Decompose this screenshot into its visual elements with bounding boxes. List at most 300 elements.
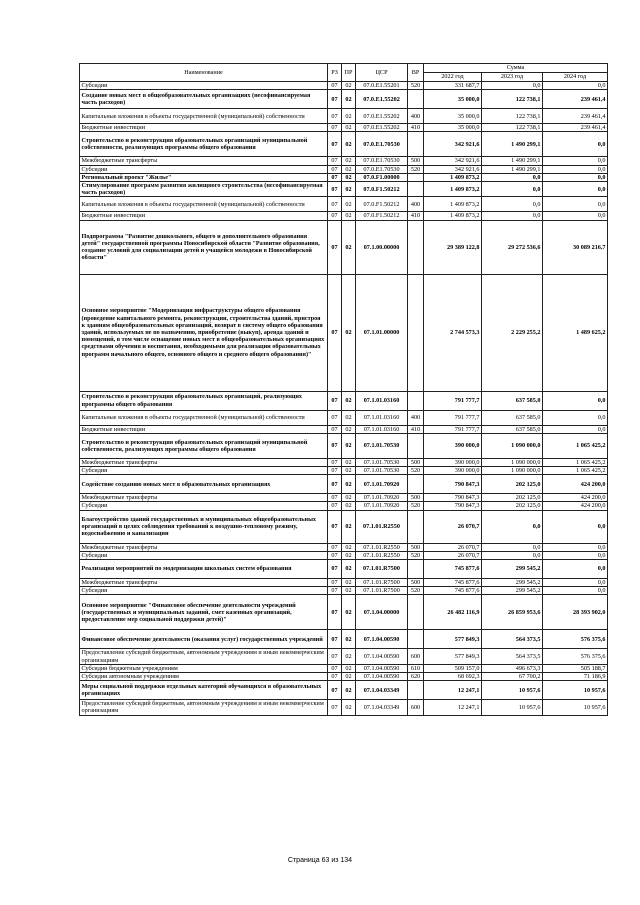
- cell-rz: 07: [328, 182, 342, 197]
- cell-csr: 07.1.00.00000: [356, 220, 408, 274]
- cell-2023: 1 490 299,1: [482, 157, 543, 165]
- cell-2023: 26 859 953,6: [482, 595, 543, 630]
- cell-2024: 10 957,6: [543, 681, 608, 700]
- table-row: [80, 274, 608, 391]
- cell-rz: 07: [328, 630, 342, 649]
- header-year-2022: 2022 год: [424, 73, 482, 82]
- cell-vr: 520: [408, 551, 424, 559]
- cell-csr: 07.1.01.70920: [356, 494, 408, 502]
- page-number: Страница 63 из 134: [287, 857, 353, 864]
- cell-name: Строительство и реконструкция образовательных организаций, реализующих программы общего образования: [80, 391, 328, 410]
- cell-name: Межбюджетные трансферты: [80, 157, 328, 165]
- cell-vr: 500: [408, 494, 424, 502]
- cell-csr: 07.1.01.03160: [356, 425, 408, 433]
- table-row: [80, 510, 608, 543]
- cell-name: Бюджетные инвестиции: [80, 425, 328, 433]
- cell-name: Основное мероприятие "Финансовое обеспечение деятельности учреждений (государственных и муниципальных заданий, смет казенных организаций, предоставление мер социальной поддержки детей)": [80, 595, 328, 630]
- cell-2022: 2 744 573,3: [424, 274, 482, 391]
- cell-name: Субсидии: [80, 82, 328, 90]
- cell-vr: 610: [408, 664, 424, 672]
- cell-rz: 07: [328, 543, 342, 551]
- cell-vr: 400: [408, 410, 424, 425]
- cell-csr: 07.1.01.70530: [356, 467, 408, 475]
- cell-pr: 02: [342, 681, 356, 700]
- cell-2023: 29 272 536,6: [482, 220, 543, 274]
- cell-csr: 07.1.01.R7500: [356, 587, 408, 595]
- cell-2023: 202 125,0: [482, 502, 543, 510]
- cell-2023: 10 957,6: [482, 681, 543, 700]
- cell-rz: 07: [328, 109, 342, 124]
- cell-rz: 07: [328, 502, 342, 510]
- cell-csr: 07.1.01.70530: [356, 458, 408, 466]
- cell-name: Предоставление субсидий бюджетным, автономным учреждениям и иным некоммерческим организациям: [80, 649, 328, 664]
- cell-pr: 02: [342, 700, 356, 715]
- cell-2023: 0,0: [482, 182, 543, 197]
- cell-name: Основное мероприятие "Модернизация инфраструктуры общего образования (проведение капитального ремонта, реконструкции, строительства зданий, пристроя к зданиям общеобразовательных организаций, возврат в систему общего образования зданий, используемых не по назначению, приобретение (выкуп), аренда зданий и помещений, в том числе оснащение новых мест в общеобразовательных организациях средствами обучения и воспитания, необходимыми для реализации образовательных программ начального общего, основного общего и среднего общего образования)": [80, 274, 328, 391]
- cell-vr: 410: [408, 425, 424, 433]
- table-row: [80, 90, 608, 109]
- cell-2024: 0,0: [543, 587, 608, 595]
- cell-2022: 1 409 873,2: [424, 212, 482, 220]
- cell-2024: 424 200,0: [543, 475, 608, 494]
- cell-2024: 28 393 902,0: [543, 595, 608, 630]
- cell-vr: [408, 173, 424, 181]
- cell-2023: 122 738,1: [482, 124, 543, 132]
- cell-csr: 07.1.01.R2550: [356, 543, 408, 551]
- cell-pr: 02: [342, 109, 356, 124]
- cell-2022: 342 921,6: [424, 157, 482, 165]
- cell-2024: 424 200,0: [543, 494, 608, 502]
- cell-pr: 02: [342, 560, 356, 579]
- cell-pr: 02: [342, 90, 356, 109]
- cell-rz: 07: [328, 157, 342, 165]
- cell-name: Бюджетные инвестиции: [80, 212, 328, 220]
- cell-2024: 239 461,4: [543, 124, 608, 132]
- header-sum: Сумма: [424, 64, 608, 73]
- cell-name: Подпрограмма "Развитие дошкольного, общего и дополнительного образования детей" государственной программы Новосибирской области "Развитие образования, создание условий для социализации детей и учащейся молодежи в Новосибирской области": [80, 220, 328, 274]
- cell-rz: 07: [328, 475, 342, 494]
- cell-2022: 26 070,7: [424, 510, 482, 543]
- cell-rz: 07: [328, 587, 342, 595]
- cell-2022: 1 409 873,2: [424, 197, 482, 212]
- cell-vr: [408, 560, 424, 579]
- cell-2024: 576 375,6: [543, 630, 608, 649]
- cell-2024: 0,0: [543, 510, 608, 543]
- cell-2023: 299 545,2: [482, 579, 543, 587]
- cell-2022: 35 000,0: [424, 124, 482, 132]
- cell-rz: 07: [328, 132, 342, 157]
- cell-2022: 791 777,7: [424, 391, 482, 410]
- cell-pr: 02: [342, 510, 356, 543]
- cell-2022: 390 000,0: [424, 458, 482, 466]
- table-row: [80, 673, 608, 681]
- cell-csr: 07.1.01.R7500: [356, 579, 408, 587]
- cell-csr: 07.1.01.70920: [356, 475, 408, 494]
- table-row: [80, 700, 608, 715]
- table-row: [80, 165, 608, 173]
- cell-csr: 07.1.01.00000: [356, 274, 408, 391]
- cell-vr: 600: [408, 649, 424, 664]
- cell-pr: 02: [342, 425, 356, 433]
- cell-csr: 07.0.F1.50212: [356, 197, 408, 212]
- cell-2024: 0,0: [543, 165, 608, 173]
- cell-2024: 0,0: [543, 212, 608, 220]
- cell-vr: 520: [408, 587, 424, 595]
- cell-csr: 07.0.F1.50212: [356, 182, 408, 197]
- cell-pr: 02: [342, 467, 356, 475]
- cell-2024: 0,0: [543, 173, 608, 181]
- cell-csr: 07.1.01.03160: [356, 391, 408, 410]
- cell-2023: 564 373,5: [482, 649, 543, 664]
- table-row: [80, 579, 608, 587]
- table-row: [80, 681, 608, 700]
- table-row: [80, 212, 608, 220]
- table-row: [80, 649, 608, 664]
- cell-vr: [408, 220, 424, 274]
- cell-vr: 620: [408, 673, 424, 681]
- header-year-2024: 2024 год: [543, 73, 608, 82]
- cell-csr: 07.1.01.03160: [356, 410, 408, 425]
- cell-name: Стимулирование программ развития жилищного строительства (несофинансируемая часть расходов): [80, 182, 328, 197]
- cell-rz: 07: [328, 579, 342, 587]
- cell-pr: 02: [342, 433, 356, 458]
- cell-csr: 07.0.F1.00000: [356, 173, 408, 181]
- cell-rz: 07: [328, 82, 342, 90]
- cell-vr: [408, 681, 424, 700]
- cell-csr: 07.1.04.00000: [356, 595, 408, 630]
- cell-2024: 576 375,6: [543, 649, 608, 664]
- cell-vr: 500: [408, 579, 424, 587]
- cell-2023: 1 090 000,0: [482, 458, 543, 466]
- cell-csr: 07.1.04.03349: [356, 700, 408, 715]
- cell-2024: 0,0: [543, 132, 608, 157]
- cell-name: Реализация мероприятий по модернизации школьных систем образования: [80, 560, 328, 579]
- cell-vr: [408, 391, 424, 410]
- cell-2022: 577 849,3: [424, 630, 482, 649]
- cell-vr: [408, 475, 424, 494]
- cell-vr: [408, 630, 424, 649]
- cell-rz: 07: [328, 560, 342, 579]
- header-name: Наименование: [80, 64, 328, 82]
- cell-name: Межбюджетные трансферты: [80, 458, 328, 466]
- cell-csr: 07.0.E1.70530: [356, 132, 408, 157]
- cell-2023: 67 700,2: [482, 673, 543, 681]
- cell-rz: 07: [328, 458, 342, 466]
- cell-name: Финансовое обеспечение деятельности (оказания услуг) государственных учреждений: [80, 630, 328, 649]
- cell-name: Строительство и реконструкция образовательных организаций муниципальной собственности, реализующих программы общего образования: [80, 433, 328, 458]
- cell-2022: 342 921,6: [424, 165, 482, 173]
- table-row: [80, 664, 608, 672]
- cell-2022: 790 847,3: [424, 475, 482, 494]
- cell-2022: 35 000,0: [424, 90, 482, 109]
- cell-2022: 26 482 116,9: [424, 595, 482, 630]
- cell-2024: 1 065 425,2: [543, 433, 608, 458]
- cell-2023: 0,0: [482, 551, 543, 559]
- cell-vr: 600: [408, 700, 424, 715]
- cell-csr: 07.1.01.R7500: [356, 560, 408, 579]
- cell-name: Субсидии: [80, 502, 328, 510]
- cell-pr: 02: [342, 182, 356, 197]
- cell-2024: 1 489 625,2: [543, 274, 608, 391]
- cell-name: Субсидии бюджетным учреждениям: [80, 664, 328, 672]
- cell-2023: 496 673,3: [482, 664, 543, 672]
- cell-rz: 07: [328, 391, 342, 410]
- header-vr: ВР: [408, 64, 424, 82]
- table-row: [80, 494, 608, 502]
- table-row: [80, 502, 608, 510]
- cell-2023: 564 373,5: [482, 630, 543, 649]
- cell-name: Межбюджетные трансферты: [80, 494, 328, 502]
- table-row: [80, 157, 608, 165]
- cell-rz: 07: [328, 410, 342, 425]
- cell-2024: 10 957,6: [543, 700, 608, 715]
- table-row: [80, 467, 608, 475]
- cell-pr: 02: [342, 391, 356, 410]
- cell-csr: 07.0.E1.70530: [356, 157, 408, 165]
- table-row: [80, 560, 608, 579]
- cell-csr: 07.0.F1.50212: [356, 212, 408, 220]
- table-row: [80, 124, 608, 132]
- cell-2023: 1 090 000,0: [482, 467, 543, 475]
- cell-2022: 390 000,0: [424, 467, 482, 475]
- cell-2022: 12 247,1: [424, 700, 482, 715]
- cell-pr: 02: [342, 458, 356, 466]
- table-row: [80, 551, 608, 559]
- cell-csr: 07.1.01.R2550: [356, 510, 408, 543]
- cell-name: Субсидии: [80, 587, 328, 595]
- cell-pr: 02: [342, 220, 356, 274]
- cell-2023: 0,0: [482, 82, 543, 90]
- table-row: [80, 458, 608, 466]
- cell-2022: 390 000,0: [424, 433, 482, 458]
- cell-csr: 07.0.E1.55202: [356, 90, 408, 109]
- cell-2024: 239 461,4: [543, 90, 608, 109]
- cell-csr: 07.0.E1.70530: [356, 165, 408, 173]
- cell-2023: 0,0: [482, 543, 543, 551]
- table-row: [80, 595, 608, 630]
- cell-2023: 0,0: [482, 173, 543, 181]
- cell-csr: 07.0.E1.55202: [356, 109, 408, 124]
- cell-vr: 500: [408, 458, 424, 466]
- cell-pr: 02: [342, 543, 356, 551]
- cell-2024: 1 065 425,2: [543, 458, 608, 466]
- cell-name: Капитальные вложения в объекты государственной (муниципальной) собственности: [80, 109, 328, 124]
- cell-2022: 35 000,0: [424, 109, 482, 124]
- cell-vr: 520: [408, 82, 424, 90]
- cell-2023: 637 585,0: [482, 425, 543, 433]
- header-csr: ЦСР: [356, 64, 408, 82]
- table-row: [80, 433, 608, 458]
- cell-2024: 0,0: [543, 410, 608, 425]
- cell-pr: 02: [342, 494, 356, 502]
- table-body: [80, 82, 608, 716]
- cell-name: Благоустройство зданий государственных и муниципальных общеобразовательных организаций в целях соблюдения требований к воздушно-тепловому режиму, водоснабжению и канализации: [80, 510, 328, 543]
- table-row: [80, 410, 608, 425]
- cell-vr: 410: [408, 124, 424, 132]
- table-row: [80, 391, 608, 410]
- cell-name: Строительство и реконструкция образовательных организаций муниципальной собственности, реализующих программы общего образования: [80, 132, 328, 157]
- cell-2023: 122 738,1: [482, 90, 543, 109]
- cell-rz: 07: [328, 274, 342, 391]
- table-row: [80, 82, 608, 90]
- table-row: [80, 182, 608, 197]
- cell-2022: 791 777,7: [424, 425, 482, 433]
- cell-csr: 07.1.01.R2550: [356, 551, 408, 559]
- cell-2024: 0,0: [543, 157, 608, 165]
- cell-2022: 342 921,6: [424, 132, 482, 157]
- cell-2024: 0,0: [543, 391, 608, 410]
- cell-2023: 10 957,6: [482, 700, 543, 715]
- cell-name: Содействие созданию новых мест в образовательных организациях: [80, 475, 328, 494]
- cell-name: Капитальные вложения в объекты государственной (муниципальной) собственности: [80, 197, 328, 212]
- cell-2022: 745 877,6: [424, 579, 482, 587]
- table-row: [80, 220, 608, 274]
- cell-pr: 02: [342, 595, 356, 630]
- cell-pr: 02: [342, 475, 356, 494]
- cell-2023: 0,0: [482, 197, 543, 212]
- budget-table: [79, 63, 608, 716]
- cell-2023: 202 125,0: [482, 494, 543, 502]
- cell-rz: 07: [328, 681, 342, 700]
- cell-2024: 30 089 216,7: [543, 220, 608, 274]
- cell-pr: 02: [342, 173, 356, 181]
- cell-2023: 1 490 299,1: [482, 165, 543, 173]
- cell-2024: 1 065 425,2: [543, 467, 608, 475]
- cell-name: Капитальные вложения в объекты государственной (муниципальной) собственности: [80, 410, 328, 425]
- table-row: [80, 197, 608, 212]
- cell-2022: 29 389 122,8: [424, 220, 482, 274]
- cell-rz: 07: [328, 124, 342, 132]
- cell-2024: 424 200,0: [543, 502, 608, 510]
- cell-vr: 500: [408, 157, 424, 165]
- cell-2022: 68 692,3: [424, 673, 482, 681]
- cell-vr: [408, 274, 424, 391]
- table-row: [80, 587, 608, 595]
- cell-vr: 520: [408, 502, 424, 510]
- table-row: [80, 475, 608, 494]
- cell-name: Субсидии автономным учреждениям: [80, 673, 328, 681]
- cell-rz: 07: [328, 510, 342, 543]
- cell-2022: 1 409 873,2: [424, 182, 482, 197]
- cell-name: Субсидии: [80, 467, 328, 475]
- cell-2024: 0,0: [543, 579, 608, 587]
- cell-2023: 637 585,0: [482, 391, 543, 410]
- cell-2022: 331 687,7: [424, 82, 482, 90]
- cell-rz: 07: [328, 173, 342, 181]
- cell-pr: 02: [342, 165, 356, 173]
- table-row: [80, 132, 608, 157]
- cell-2023: 0,0: [482, 212, 543, 220]
- cell-2022: 790 847,3: [424, 494, 482, 502]
- cell-vr: [408, 182, 424, 197]
- table-row: [80, 425, 608, 433]
- cell-pr: 02: [342, 124, 356, 132]
- cell-vr: 410: [408, 212, 424, 220]
- cell-rz: 07: [328, 595, 342, 630]
- cell-vr: 400: [408, 197, 424, 212]
- cell-2024: 505 188,7: [543, 664, 608, 672]
- cell-2024: 0,0: [543, 425, 608, 433]
- cell-2023: 1 490 299,1: [482, 132, 543, 157]
- cell-name: Создание новых мест в общеобразовательных организациях (несофинансируемая часть расходов): [80, 90, 328, 109]
- cell-rz: 07: [328, 433, 342, 458]
- header-pr: ПР: [342, 64, 356, 82]
- table-row: [80, 109, 608, 124]
- cell-name: Предоставление субсидий бюджетным, автономным учреждениям и иным некоммерческим организациям: [80, 700, 328, 715]
- cell-2022: 791 777,7: [424, 410, 482, 425]
- cell-2024: 0,0: [543, 551, 608, 559]
- cell-2024: 71 186,9: [543, 673, 608, 681]
- cell-2022: 12 247,1: [424, 681, 482, 700]
- cell-csr: 07.1.04.00590: [356, 630, 408, 649]
- cell-2022: 1 409 873,2: [424, 173, 482, 181]
- cell-pr: 02: [342, 82, 356, 90]
- cell-2023: 0,0: [482, 510, 543, 543]
- cell-rz: 07: [328, 673, 342, 681]
- cell-csr: 07.1.04.00590: [356, 673, 408, 681]
- cell-pr: 02: [342, 132, 356, 157]
- cell-name: Региональный проект "Жилье": [80, 173, 328, 181]
- cell-2024: 239 461,4: [543, 109, 608, 124]
- cell-rz: 07: [328, 494, 342, 502]
- cell-2022: 26 070,7: [424, 551, 482, 559]
- cell-2023: 202 125,0: [482, 475, 543, 494]
- cell-pr: 02: [342, 197, 356, 212]
- cell-vr: 500: [408, 543, 424, 551]
- cell-2022: 26 070,7: [424, 543, 482, 551]
- budget-sheet: [79, 63, 607, 716]
- cell-2022: 745 877,6: [424, 587, 482, 595]
- cell-2022: 509 157,0: [424, 664, 482, 672]
- cell-rz: 07: [328, 90, 342, 109]
- cell-pr: 02: [342, 551, 356, 559]
- cell-pr: 02: [342, 649, 356, 664]
- table-row: [80, 543, 608, 551]
- cell-vr: [408, 595, 424, 630]
- cell-rz: 07: [328, 425, 342, 433]
- cell-2022: 577 849,3: [424, 649, 482, 664]
- header-rz: РЗ: [328, 64, 342, 82]
- cell-pr: 02: [342, 579, 356, 587]
- cell-vr: [408, 510, 424, 543]
- header-year-2023: 2023 год: [482, 73, 543, 82]
- cell-csr: 07.1.01.70920: [356, 502, 408, 510]
- cell-vr: 520: [408, 467, 424, 475]
- cell-pr: 02: [342, 157, 356, 165]
- cell-pr: 02: [342, 274, 356, 391]
- cell-2024: 0,0: [543, 182, 608, 197]
- cell-rz: 07: [328, 551, 342, 559]
- cell-csr: 07.1.01.70530: [356, 433, 408, 458]
- cell-csr: 07.1.04.00590: [356, 664, 408, 672]
- cell-rz: 07: [328, 700, 342, 715]
- cell-rz: 07: [328, 197, 342, 212]
- cell-pr: 02: [342, 587, 356, 595]
- cell-2023: 122 738,1: [482, 109, 543, 124]
- cell-2024: 0,0: [543, 560, 608, 579]
- cell-vr: 520: [408, 165, 424, 173]
- cell-2023: 1 090 000,0: [482, 433, 543, 458]
- cell-csr: 07.1.04.00590: [356, 649, 408, 664]
- cell-2024: 0,0: [543, 82, 608, 90]
- cell-rz: 07: [328, 165, 342, 173]
- cell-2022: 790 847,3: [424, 502, 482, 510]
- cell-2023: 299 545,2: [482, 587, 543, 595]
- cell-pr: 02: [342, 673, 356, 681]
- cell-name: Субсидии: [80, 165, 328, 173]
- cell-rz: 07: [328, 649, 342, 664]
- cell-name: Межбюджетные трансферты: [80, 579, 328, 587]
